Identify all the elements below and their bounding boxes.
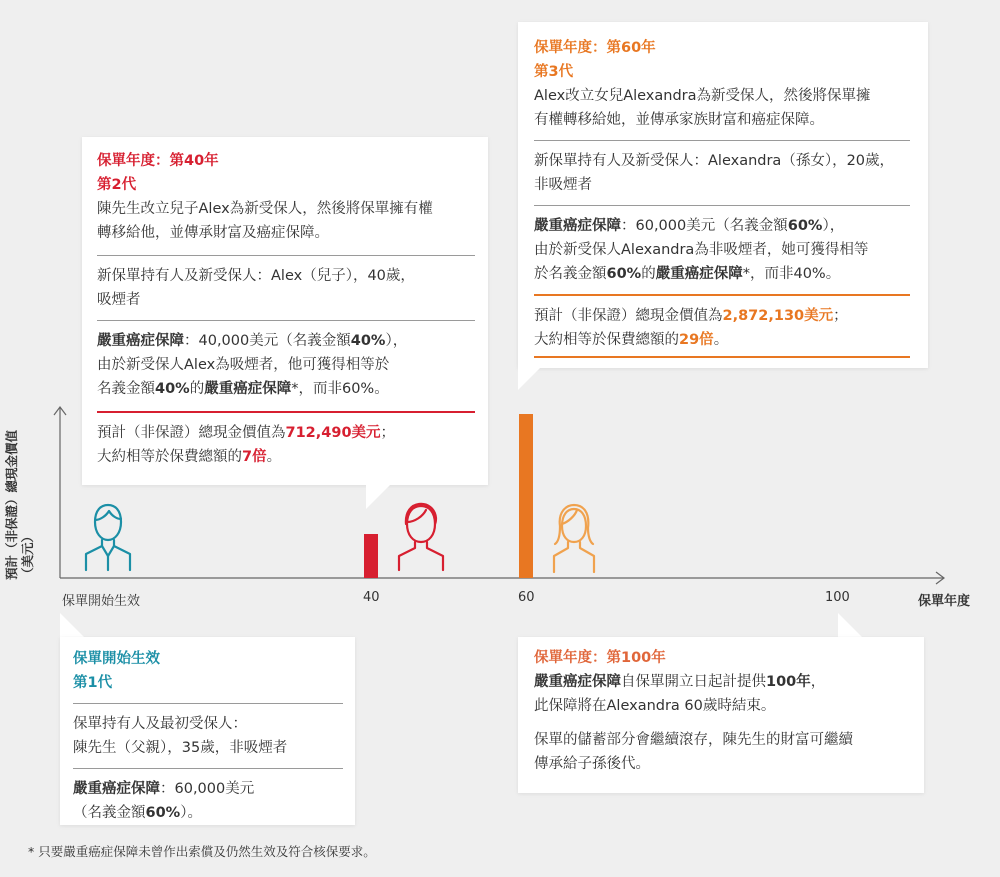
card60-divider-4: [534, 356, 910, 358]
card60-desc-line1: Alex改立女兒Alexandra為新受保人，然後將保單擁: [534, 88, 871, 104]
card40-desc-line2: 轉移給他，並傳承財富及癌症保障。: [97, 225, 329, 241]
x-axis-title: 保單年度: [918, 594, 971, 609]
card40-cover-line: 嚴重癌症保障：40,000美元（名義金額40%），: [97, 333, 408, 349]
son-person-icon: [393, 500, 449, 572]
card40-reason-line1: 由於新受保人Alex為吸煙者，他可獲得相等於: [97, 357, 390, 373]
card-start-cover-line2: （名義金額60%）。: [73, 805, 202, 821]
card40-holder-line2: 吸煙者: [97, 292, 141, 308]
card60-reason-line2: 於名義金額60%的嚴重癌症保障*，而非40%。: [534, 266, 841, 282]
card60-pointer: [518, 368, 540, 390]
card40-value-line2: 大約相等於保費總額的7倍。: [97, 449, 282, 465]
card-start: [60, 637, 355, 825]
card-start-holder-line2: 陳先生（父親），35歲，非吸煙者: [73, 740, 288, 756]
footnote: * 只要嚴重癌症保障未曾作出索償及仍然生效及符合核保要求。: [28, 844, 376, 859]
card-start-divider-2: [73, 768, 343, 769]
card100-line3: 保單的儲蓄部分會繼續滾存，陳先生的財富可繼續: [534, 732, 853, 748]
card-start-pointer: [60, 613, 84, 637]
card60-divider-3: [534, 294, 910, 296]
card100-line2: 此保障將在Alexandra 60歲時結束。: [534, 698, 776, 714]
card60-cover-line: 嚴重癌症保障：60,000美元（名義金額60%），: [534, 218, 845, 234]
card-year-60: [518, 22, 928, 368]
card40-heading-year: 保單年度：第40年: [97, 153, 219, 169]
card60-value-line1: 預計（非保證）總現金價值為2,872,130美元；: [534, 308, 848, 324]
x-tick-40: 40: [363, 590, 380, 605]
card100-line4: 傳承給子孫後代。: [534, 756, 650, 772]
father-person-icon: [80, 500, 136, 572]
card40-divider-3: [97, 411, 475, 413]
card40-reason-line2: 名義金額40%的嚴重癌症保障*，而非60%。: [97, 381, 389, 397]
granddaughter-person-icon: [546, 502, 602, 574]
card60-divider-1: [534, 140, 910, 141]
card100-spacer: [534, 718, 924, 728]
card60-reason-line1: 由於新受保人Alexandra為非吸煙者，她可獲得相等: [534, 242, 869, 258]
card60-value-line2: 大約相等於保費總額的29倍。: [534, 332, 729, 348]
bar-year-40: [364, 534, 378, 578]
card-start-divider-1: [73, 703, 343, 704]
y-axis-title: 預計（非保證）總現金價值: [4, 429, 19, 580]
x-tick-start: 保單開始生效: [62, 594, 141, 609]
card60-holder-line2: 非吸煙者: [534, 177, 592, 193]
x-tick-100: 100: [825, 590, 850, 605]
card60-heading-year: 保單年度：第60年: [534, 40, 656, 56]
card100-pointer: [838, 613, 862, 637]
card40-holder-line1: 新保單持有人及新受保人：Alex（兒子），40歲，: [97, 268, 415, 284]
card-start-generation: 第1代: [73, 675, 113, 691]
card-start-cover-line1: 嚴重癌症保障：60,000美元: [73, 781, 255, 797]
card100-heading: 保單年度：第100年: [534, 650, 666, 666]
card-year-100: [518, 637, 924, 793]
card-start-heading: 保單開始生效: [73, 651, 160, 667]
card40-value-line1: 預計（非保證）總現金價值為712,490美元；: [97, 425, 396, 441]
x-tick-60: 60: [518, 590, 535, 605]
y-axis-arrow: [54, 407, 66, 415]
y-axis-label: [4, 430, 36, 580]
y-axis-unit: （美元）: [20, 529, 35, 580]
card40-desc-line1: 陳先生改立兒子Alex為新受保人，然後將保單擁有權: [97, 201, 433, 217]
card60-desc-line2: 有權轉移給她，並傳承家族財富和癌症保障。: [534, 112, 824, 128]
card60-holder-line1: 新保單持有人及新受保人：Alexandra（孫女），20歲，: [534, 153, 895, 169]
card40-heading-generation: 第2代: [97, 177, 137, 193]
card-year-40: [82, 137, 488, 485]
x-axis-arrow: [936, 572, 944, 584]
card-start-holder-line1: 保單持有人及最初受保人：: [73, 716, 247, 732]
card40-pointer: [366, 485, 390, 509]
card40-divider-1: [97, 255, 475, 256]
card60-heading-generation: 第3代: [534, 64, 574, 80]
card100-line1: 嚴重癌症保障自保單開立日起計提供100年，: [534, 674, 826, 690]
bar-year-60: [519, 414, 533, 578]
card40-divider-2: [97, 320, 475, 321]
card60-divider-2: [534, 205, 910, 206]
